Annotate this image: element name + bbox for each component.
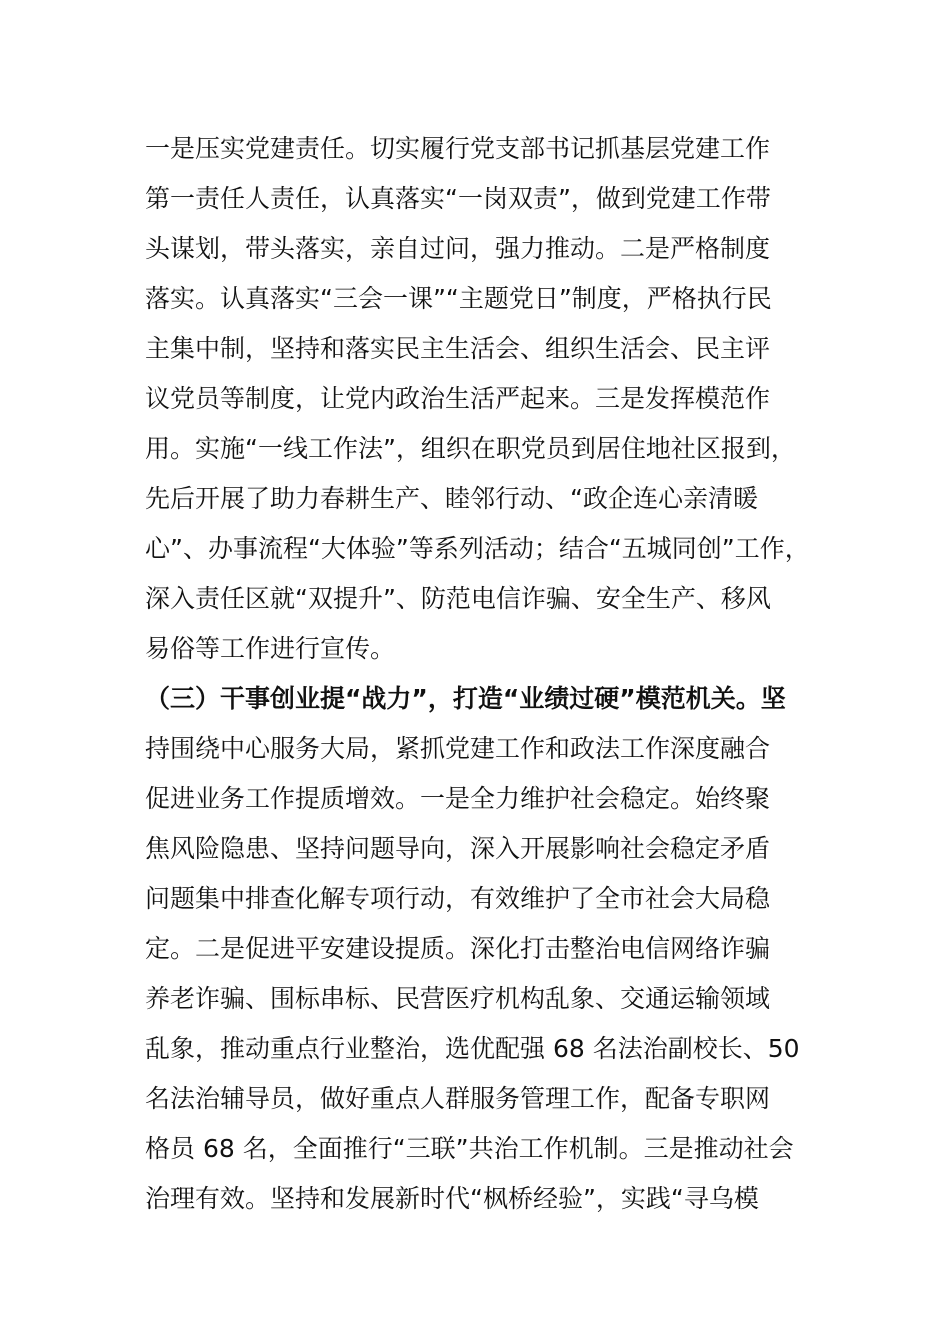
text-line: 头谋划，带头落实，亲自过问，强力推动。二是严格制度 xyxy=(145,234,771,263)
text-line: 先后开展了助力春耕生产、睦邻行动、“政企连心亲清暖 xyxy=(145,484,758,513)
text-line: 促进业务工作提质增效。一是全力维护社会稳定。始终聚 xyxy=(145,784,771,813)
text-line: 乱象，推动重点行业整治，选优配强 68 名法治副校长、50 xyxy=(145,1034,800,1063)
text-line: 格员 68 名，全面推行“三联”共治工作机制。三是推动社会 xyxy=(145,1134,794,1163)
text-line: 易俗等工作进行宣传。 xyxy=(145,634,396,663)
text-line: 定。二是促进平安建设提质。深化打击整治电信网络诈骗 xyxy=(145,934,771,963)
section-heading-line: （三）干事创业提“战力”，打造“业绩过硬”模范机关。坚 xyxy=(145,684,786,713)
text-line: 主集中制，坚持和落实民主生活会、组织生活会、民主评 xyxy=(145,334,771,363)
text-line: 治理有效。坚持和发展新时代“枫桥经验”，实践“寻乌模 xyxy=(145,1184,759,1213)
text-line: 第一责任人责任，认真落实“一岗双责”，做到党建工作带 xyxy=(145,184,771,213)
body-text xyxy=(145,124,835,1224)
text-line: 问题集中排查化解专项行动，有效维护了全市社会大局稳 xyxy=(145,884,771,913)
text-line: 焦风险隐患、坚持问题导向，深入开展影响社会稳定矛盾 xyxy=(145,834,771,863)
text-line: 落实。认真落实“三会一课”“主题党日”制度，严格执行民 xyxy=(145,284,772,313)
text-line: 持围绕中心服务大局，紧抓党建工作和政法工作深度融合 xyxy=(145,734,771,763)
text-line: 养老诈骗、围标串标、民营医疗机构乱象、交通运输领域 xyxy=(145,984,771,1013)
text-line: 心”、办事流程“大体验”等系列活动；结合“五城同创”工作， xyxy=(145,534,810,563)
text-line: 深入责任区就“双提升”、防范电信诈骗、安全生产、移风 xyxy=(145,584,771,613)
text-line: 议党员等制度，让党内政治生活严起来。三是发挥模范作 xyxy=(145,384,771,413)
text-line: 用。实施“一线工作法”，组织在职党员到居住地社区报到， xyxy=(145,434,796,463)
text-line: 名法治辅导员，做好重点人群服务管理工作，配备专职网 xyxy=(145,1084,771,1113)
text-line: 一是压实党建责任。切实履行党支部书记抓基层党建工作 xyxy=(145,134,771,163)
